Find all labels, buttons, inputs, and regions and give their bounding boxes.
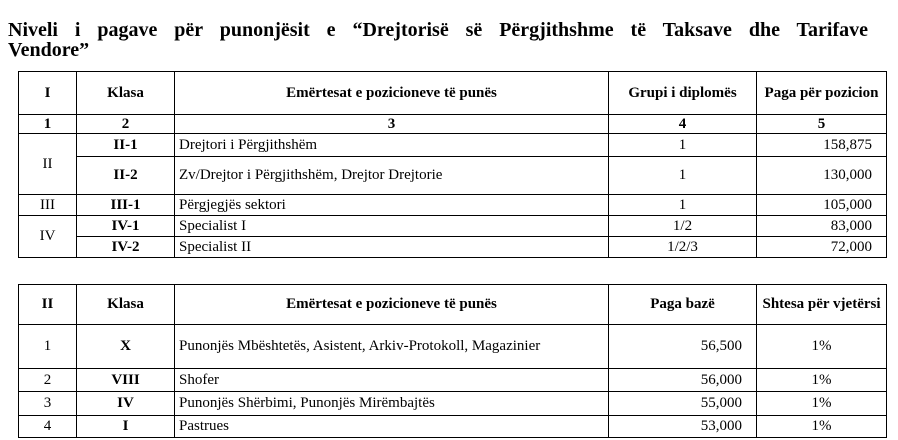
pozicion-cell: Pastrues [175, 416, 609, 438]
grupi-cell: 1/2 [609, 216, 757, 237]
klasa-cell: IV [77, 392, 175, 416]
shtesa-cell: 1% [757, 392, 887, 416]
table-row [19, 325, 887, 369]
header-nr: II [19, 285, 77, 325]
paga-cell: 53,000 [609, 416, 757, 438]
pozicion-cell: Punonjës Shërbimi, Punonjës Mirëmbajtës [175, 392, 609, 416]
salary-table-support-staff [18, 284, 887, 438]
header-klasa: Klasa [77, 285, 175, 325]
paga-cell: 158,875 [757, 134, 887, 157]
pozicion-cell: Specialist II [175, 237, 609, 258]
salary-table-positions [18, 71, 887, 258]
table-header-row [19, 72, 887, 115]
klasa-cell: IV-1 [77, 216, 175, 237]
pozicion-cell: Përgjegjës sektori [175, 195, 609, 216]
grupi-cell: 1 [609, 157, 757, 195]
header-level: I [19, 72, 77, 115]
shtesa-cell: 1% [757, 325, 887, 369]
level-cell: IV [19, 216, 77, 258]
table-row [19, 237, 887, 258]
table-header-row [19, 285, 887, 325]
paga-cell: 56,500 [609, 325, 757, 369]
paga-cell: 130,000 [757, 157, 887, 195]
header-grupi: Grupi i diplomës [609, 72, 757, 115]
table-row [19, 157, 887, 195]
klasa-cell: II-2 [77, 157, 175, 195]
column-number: 4 [609, 115, 757, 134]
shtesa-cell: 1% [757, 416, 887, 438]
header-klasa: Klasa [77, 72, 175, 115]
header-pozicion: Emërtesat e pozicioneve të punës [175, 72, 609, 115]
paga-cell: 105,000 [757, 195, 887, 216]
paga-cell: 56,000 [609, 369, 757, 392]
klasa-cell: I [77, 416, 175, 438]
column-number: 1 [19, 115, 77, 134]
table-row [19, 369, 887, 392]
header-shtesa: Shtesa për vjetërsi [757, 285, 887, 325]
paga-cell: 55,000 [609, 392, 757, 416]
grupi-cell: 1 [609, 134, 757, 157]
table-row [19, 134, 887, 157]
klasa-cell: III-1 [77, 195, 175, 216]
pozicion-cell: Punonjës Mbështetës, Asistent, Arkiv-Protokoll, Magazinier [175, 325, 609, 369]
column-number: 3 [175, 115, 609, 134]
nr-cell: 2 [19, 369, 77, 392]
pozicion-cell: Zv/Drejtor i Përgjithshëm, Drejtor Drejtorie [175, 157, 609, 195]
klasa-cell: X [77, 325, 175, 369]
table-row [19, 392, 887, 416]
nr-cell: 3 [19, 392, 77, 416]
header-paga-baze: Paga bazë [609, 285, 757, 325]
level-cell: II [19, 134, 77, 195]
pozicion-cell: Specialist I [175, 216, 609, 237]
nr-cell: 4 [19, 416, 77, 438]
shtesa-cell: 1% [757, 369, 887, 392]
column-number-row [19, 115, 887, 134]
level-cell: III [19, 195, 77, 216]
paga-cell: 72,000 [757, 237, 887, 258]
column-number: 2 [77, 115, 175, 134]
document-title-line1: Niveli i pagave për punonjësit e “Drejtorisë së Përgjithshme të Taksave dhe Tarifave [8, 19, 868, 41]
klasa-cell: II-1 [77, 134, 175, 157]
klasa-cell: IV-2 [77, 237, 175, 258]
grupi-cell: 1 [609, 195, 757, 216]
pozicion-cell: Drejtori i Përgjithshëm [175, 134, 609, 157]
table-row [19, 416, 887, 438]
pozicion-cell: Shofer [175, 369, 609, 392]
document-title-line2: Vendore” [8, 39, 90, 61]
column-number: 5 [757, 115, 887, 134]
nr-cell: 1 [19, 325, 77, 369]
table-row [19, 216, 887, 237]
table-row [19, 195, 887, 216]
header-paga: Paga për pozicion [757, 72, 887, 115]
header-pozicion: Emërtesat e pozicioneve të punës [175, 285, 609, 325]
grupi-cell: 1/2/3 [609, 237, 757, 258]
klasa-cell: VIII [77, 369, 175, 392]
paga-cell: 83,000 [757, 216, 887, 237]
